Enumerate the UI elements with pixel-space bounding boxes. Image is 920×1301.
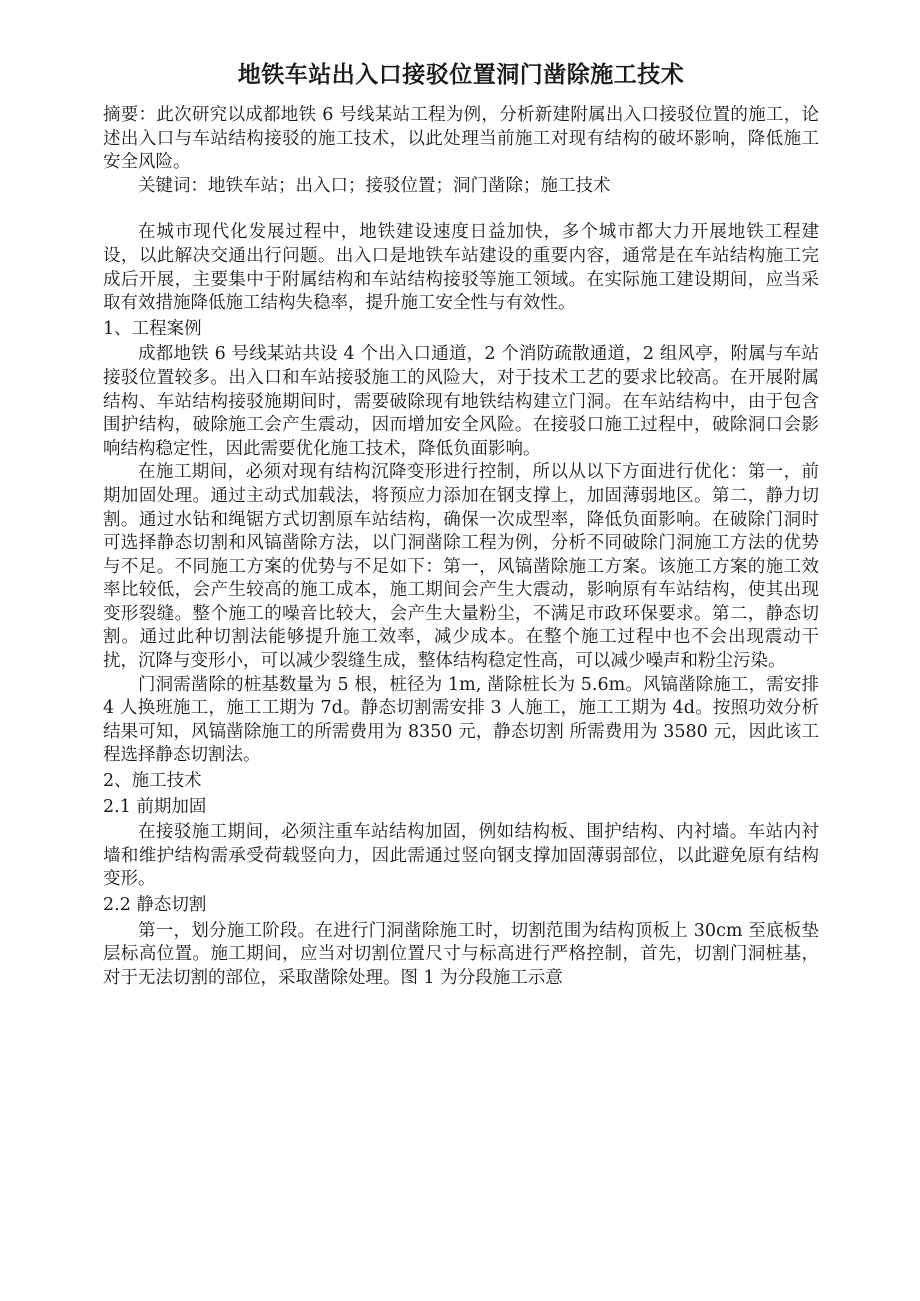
spacer — [103, 198, 819, 221]
document-page — [103, 60, 819, 990]
section-1-paragraph-3: 门洞需凿除的桩基数量为 5 根，桩径为 1m, 凿除桩长为 5.6m。风镐凿除施工，需安排 4 人换班施工，施工工期为 7d。静态切割需安排 3 人施工，施工工期为 4d。按照功效分析结果可知，风镐凿除施工的所需费用为 8350 元，静态切割 所需费用为 3580 元，因此该工程选择静态切割法。 — [103, 674, 819, 766]
abstract: 摘要：此次研究以成都地铁 6 号线某站工程为例，分析新建附属出入口接驳位置的施工，论述出入口与车站结构接驳的施工技术，以此处理当前施工对现有结构的破坏影响，降低施工安全风险。 — [103, 105, 819, 173]
keywords: 关键词：地铁车站；出入口；接驳位置；洞门凿除；施工技术 — [138, 175, 611, 196]
section-2-2-heading: 2.2 静态切割 — [103, 895, 207, 915]
intro-paragraph: 在城市现代化发展过程中，地铁建设速度日益加快，多个城市都大力开展地铁工程建设，以此解决交通出行问题。出入口是地铁车站建设的重要内容，通常是在车站结构施工完成后开展，主要集中于附属结构和车站结构接驳等施工领域。在实际施工建设期间，应当采取有效措施降低施工结构失稳率，提升施工安全性与有效性。 — [103, 222, 819, 314]
section-2-1-heading: 2.1 前期加固 — [103, 796, 207, 817]
section-1-paragraph-2: 在施工期间，必须对现有结构沉降变形进行控制，所以从以下方面进行优化：第一，前期加固处理。通过主动式加载法，将预应力添加在钢支撑上，加固薄弱地区。第二，静力切割。通过水钻和绳锯方式切割原车站结构，确保一次成型率，降低负面影响。在破除门洞时可选择静态切割和风镐凿除方法，以门洞凿除工程为例，分析不同破除门洞施工方法的优势与不足。不同施工方案的优势与不足如下：第一，风镐凿除施工方案。该施工方案的施工效率比较低，会产生较高的施工成本，施工期间会产生大震动，影响原有车站结构，使其出现变形裂缝。整个施工的噪音比较大，会产生大量粉尘，不满足市政环保要求。第二，静态切割。通过此种切割法能够提升施工效率，减少成本。在整个施工过程中也不会出现震动干扰，沉降与变形小，可以减少裂缝生成，整体结构稳定性高，可以减少噪声和粉尘污染。 — [103, 462, 819, 672]
section-2-2-paragraph: 第一，划分施工阶段。在进行门洞凿除施工时，切割范围为结构顶板上 30cm 至底板垫层标高位置。施工期间，应当对切割位置尺寸与标高进行严格控制，首先，切割门洞桩基，对于无法切割的部位，采取凿除处理。图 1 为分段施工示意 — [103, 920, 819, 988]
section-2-heading: 2、施工技术 — [103, 771, 202, 792]
section-1-paragraph-1: 成都地铁 6 号线某站共设 4 个出入口通道，2 个消防疏散通道，2 组风亭，附属与车站接驳位置较多。出入口和车站接驳施工的风险大，对于技术工艺的要求比较高。在开展附属结构、车站结构接驳施期间时，需要破除现有地铁结构建立门洞。在车站结构中，由于包含围护结构，破除施工会产生震动，因而增加安全风险。在接驳口施工过程中，破除洞口会影响结构稳定性，因此需要优化施工技术，降低负面影响。 — [103, 344, 819, 459]
section-2-1-paragraph: 在接驳施工期间，必须注重车站结构加固，例如结构板、围护结构、内衬墙。车站内衬墙和维护结构需承受荷载竖向力，因此需通过竖向钢支撑加固薄弱部位，以此避免原有结构变形。 — [103, 822, 819, 890]
document-title: 地铁车站出入口接驳位置洞门凿除施工技术 — [237, 61, 685, 88]
section-1-heading: 1、工程案例 — [103, 318, 202, 339]
